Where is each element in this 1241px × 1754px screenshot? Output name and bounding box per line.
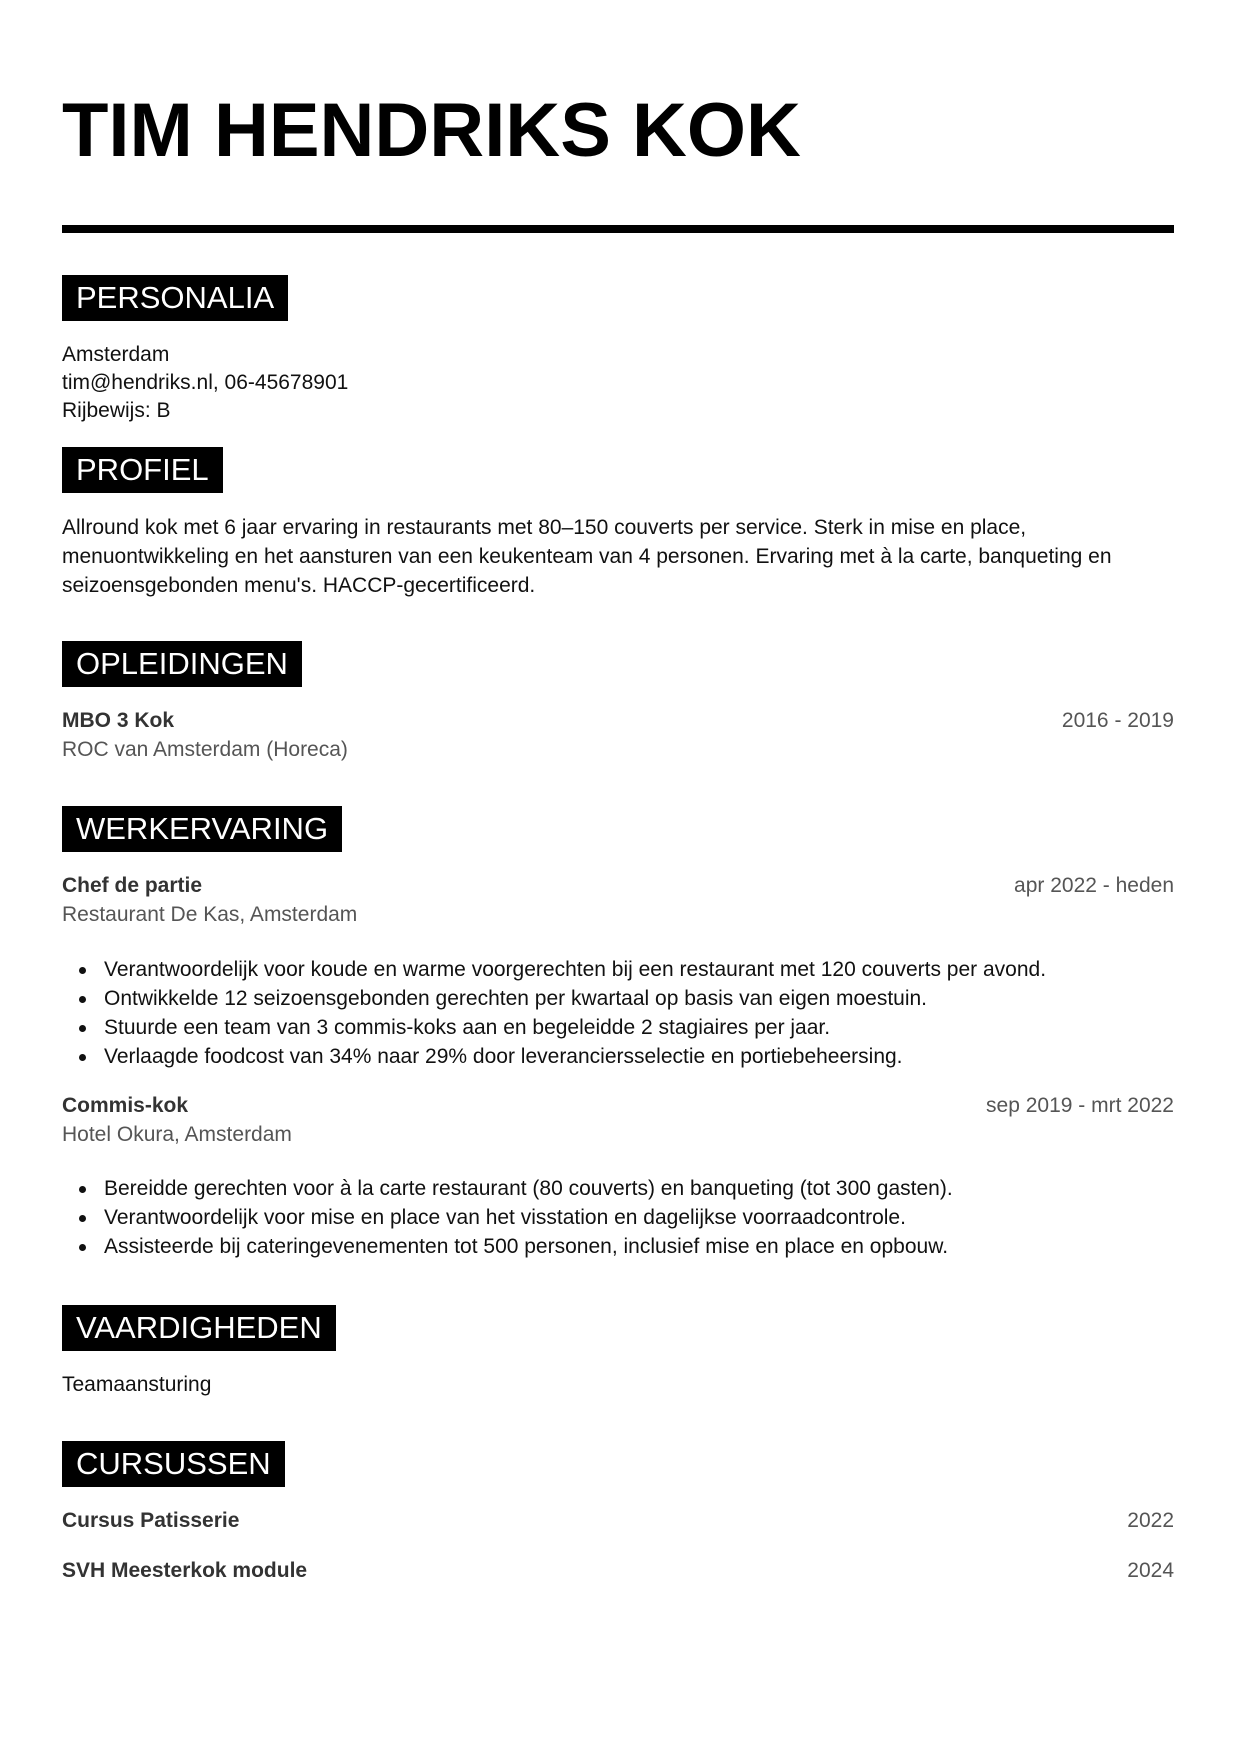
section-heading-cursussen: CURSUSSEN <box>62 1441 285 1487</box>
course-date: 2022 <box>1127 1509 1174 1532</box>
section-heading-profiel: PROFIEL <box>62 447 223 493</box>
personalia-license: Rijbewijs: B <box>62 399 171 422</box>
skill-item: Teamaansturing <box>62 1373 212 1396</box>
bullet-icon <box>79 1186 86 1193</box>
bullet-icon <box>79 1215 86 1222</box>
job-employer: Restaurant De Kas, Amsterdam <box>62 903 358 926</box>
job-employer: Hotel Okura, Amsterdam <box>62 1123 292 1146</box>
bullet-icon <box>79 1025 86 1032</box>
list-item: Stuurde een team van 3 commis-koks aan en begeleidde 2 stagiaires per jaar. <box>62 1013 1046 1042</box>
header-divider <box>62 225 1174 233</box>
bullet-icon <box>79 1054 86 1061</box>
section-heading-personalia: PERSONALIA <box>62 275 288 321</box>
list-item: Bereidde gerechten voor à la carte restaurant (80 couverts) en banqueting (tot 300 gasten). <box>62 1174 953 1203</box>
section-heading-werkervaring: WERKERVARING <box>62 806 342 852</box>
list-item: Assisteerde bij cateringevenementen tot 500 personen, inclusief mise en place en opbouw. <box>62 1232 953 1261</box>
list-item: Ontwikkelde 12 seizoensgebonden gerechten per kwartaal op basis van eigen moestuin. <box>62 984 1046 1013</box>
job-title: Chef de partie <box>62 874 203 897</box>
list-item: Verantwoordelijk voor koude en warme voorgerechten bij een restaurant met 120 couverts per avond. <box>62 955 1046 984</box>
section-heading-vaardigheden: VAARDIGHEDEN <box>62 1305 336 1351</box>
course-date: 2024 <box>1127 1559 1174 1582</box>
job-bullets <box>62 955 1046 1071</box>
candidate-name: TIM HENDRIKS KOK <box>62 88 801 173</box>
list-item: Verantwoordelijk voor mise en place van het visstation en dagelijkse voorraadcontrole. <box>62 1203 953 1232</box>
bullet-icon <box>79 1244 86 1251</box>
job-bullets <box>62 1174 953 1261</box>
personalia-city: Amsterdam <box>62 343 170 366</box>
bullet-icon <box>79 967 86 974</box>
education-school: ROC van Amsterdam (Horeca) <box>62 738 348 761</box>
section-heading-opleidingen: OPLEIDINGEN <box>62 641 302 687</box>
list-item: Verlaagde foodcost van 34% naar 29% door leveranciersselectie en portiebeheersing. <box>62 1042 1046 1071</box>
job-title: Commis-kok <box>62 1094 189 1117</box>
job-date: sep 2019 - mrt 2022 <box>986 1094 1174 1117</box>
course-title: Cursus Patisserie <box>62 1509 240 1532</box>
profile-text: Allround kok met 6 jaar ervaring in restaurants met 80–150 couverts per service. Sterk in mise en place, menuontwikkeling en het aansturen van een keukenteam van 4 personen. Ervaring met à la carte, banqueting en seizoensgebonden menu's. HACCP-gecertificeerd. <box>62 516 1112 597</box>
education-title: MBO 3 Kok <box>62 709 175 732</box>
education-date: 2016 - 2019 <box>1061 709 1174 732</box>
course-title: SVH Meesterkok module <box>62 1559 308 1582</box>
personalia-contact: tim@hendriks.nl, 06-45678901 <box>62 371 349 394</box>
job-date: apr 2022 - heden <box>1014 874 1174 897</box>
bullet-icon <box>79 996 86 1003</box>
